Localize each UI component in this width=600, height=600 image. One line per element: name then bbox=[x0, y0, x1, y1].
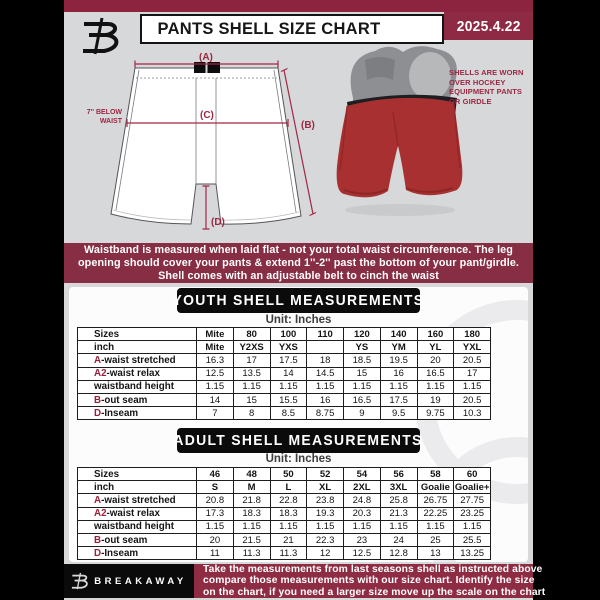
value-cell: 1.15 bbox=[197, 380, 234, 393]
value-cell: 9 bbox=[344, 407, 381, 420]
inch-header-cell: M bbox=[233, 481, 270, 494]
value-cell: 7 bbox=[197, 407, 234, 420]
row-label-prefix: D bbox=[94, 547, 102, 559]
size-header-cell: 48 bbox=[233, 468, 270, 481]
value-cell: 22.3 bbox=[307, 533, 344, 546]
row-label: B-out seam bbox=[78, 533, 197, 546]
adult-section-heading: ADULT SHELL MEASUREMENTS bbox=[177, 428, 420, 453]
value-cell: 1.15 bbox=[454, 380, 491, 393]
row-label: A-waist stretched bbox=[78, 354, 197, 367]
size-header-cell: 46 bbox=[197, 468, 234, 481]
value-cell: 1.15 bbox=[307, 520, 344, 533]
inch-header-cell: YS bbox=[344, 341, 381, 354]
row-label-prefix: A bbox=[94, 494, 102, 506]
size-header-cell: 80 bbox=[233, 328, 270, 341]
value-cell: 11.3 bbox=[270, 547, 307, 560]
value-cell: 10.3 bbox=[454, 407, 491, 420]
row-label: D-Inseam bbox=[78, 407, 197, 420]
page-title: PANTS SHELL SIZE CHART bbox=[157, 19, 381, 38]
inch-header-cell: YM bbox=[380, 341, 417, 354]
value-cell: 1.15 bbox=[197, 520, 234, 533]
inch-header-cell: 2XL bbox=[344, 481, 381, 494]
value-cell: 17 bbox=[233, 354, 270, 367]
row-label-prefix: D bbox=[94, 407, 102, 419]
value-cell: 11 bbox=[197, 547, 234, 560]
value-cell: 1.15 bbox=[270, 520, 307, 533]
row-label-prefix: A bbox=[94, 354, 102, 366]
value-cell: 17.5 bbox=[270, 354, 307, 367]
value-cell: 15 bbox=[344, 367, 381, 380]
size-header-cell: Mite bbox=[197, 328, 234, 341]
value-cell: 21.8 bbox=[233, 494, 270, 507]
size-header-cell: 180 bbox=[454, 328, 491, 341]
inch-header-cell: S bbox=[197, 481, 234, 494]
inch-header-cell: Goalie bbox=[417, 481, 454, 494]
inch-header-cell: XL bbox=[307, 481, 344, 494]
inch-header-cell: YXL bbox=[454, 341, 491, 354]
value-cell: 23 bbox=[344, 533, 381, 546]
value-cell: 15 bbox=[233, 393, 270, 406]
value-cell: 14 bbox=[270, 367, 307, 380]
row-label: D-Inseam bbox=[78, 547, 197, 560]
value-cell: 21.5 bbox=[233, 533, 270, 546]
inch-header-cell bbox=[307, 341, 344, 354]
value-cell: 22.8 bbox=[270, 494, 307, 507]
footer-instructions: Take the measurements from last seasons shell as instructed above compare those measurements with our size chart. Identify the size on the chart, if you need a larger size move up the scale on the chart bbox=[194, 564, 533, 598]
top-accent-strip bbox=[64, 0, 533, 12]
size-header-cell: 58 bbox=[417, 468, 454, 481]
page bbox=[64, 0, 546, 600]
inch-header-cell: Y2XS bbox=[233, 341, 270, 354]
row-label: inch bbox=[78, 481, 197, 494]
value-cell: 8.5 bbox=[270, 407, 307, 420]
row-label: A2-waist relax bbox=[78, 507, 197, 520]
pants-measurement-diagram bbox=[105, 53, 320, 235]
value-cell: 20.5 bbox=[454, 393, 491, 406]
value-cell: 1.15 bbox=[270, 380, 307, 393]
size-header-cell: 56 bbox=[380, 468, 417, 481]
value-cell: 20 bbox=[197, 533, 234, 546]
inch-header-cell: 3XL bbox=[380, 481, 417, 494]
value-cell: 16 bbox=[380, 367, 417, 380]
value-cell: 20.5 bbox=[454, 354, 491, 367]
date-badge bbox=[444, 12, 533, 40]
value-cell: 13.25 bbox=[454, 547, 491, 560]
size-header-cell: 60 bbox=[454, 468, 491, 481]
value-cell: 24 bbox=[380, 533, 417, 546]
value-cell: 1.15 bbox=[344, 520, 381, 533]
value-cell: 9.75 bbox=[417, 407, 454, 420]
value-cell: 14 bbox=[197, 393, 234, 406]
size-header-cell: 110 bbox=[307, 328, 344, 341]
adult-measurements-table bbox=[77, 467, 491, 560]
value-cell: 18.3 bbox=[270, 507, 307, 520]
value-cell: 1.15 bbox=[454, 520, 491, 533]
diagram-label-d: (D) bbox=[211, 217, 225, 228]
value-cell: 16.3 bbox=[197, 354, 234, 367]
waistband-notice-banner: Waistband is measured when laid flat - not your total waist circumference. The leg opening should cover your pants & extend 1''-2'' past the bottom of your pant/girdle. Shell comes with an adjustable belt to cinch the waist bbox=[64, 243, 533, 283]
size-header-cell: 54 bbox=[344, 468, 381, 481]
value-cell: 1.15 bbox=[380, 520, 417, 533]
youth-unit-label: Unit: Inches bbox=[265, 314, 332, 326]
value-cell: 20 bbox=[417, 354, 454, 367]
row-label: A2-waist relax bbox=[78, 367, 197, 380]
diagram-label-c: (C) bbox=[200, 110, 214, 121]
diagram-label-b: (B) bbox=[301, 120, 315, 131]
value-cell: 1.15 bbox=[233, 380, 270, 393]
youth-section-heading: YOUTH SHELL MEASUREMENTS bbox=[177, 288, 420, 313]
row-label: waistband height bbox=[78, 520, 197, 533]
value-cell: 25.8 bbox=[380, 494, 417, 507]
value-cell: 18.5 bbox=[344, 354, 381, 367]
value-cell: 14.5 bbox=[307, 367, 344, 380]
value-cell: 26.75 bbox=[417, 494, 454, 507]
value-cell: 11.3 bbox=[233, 547, 270, 560]
value-cell: 19.3 bbox=[307, 507, 344, 520]
value-cell: 16 bbox=[307, 393, 344, 406]
value-cell: 1.15 bbox=[233, 520, 270, 533]
value-cell: 19 bbox=[417, 393, 454, 406]
value-cell: 20.3 bbox=[344, 507, 381, 520]
value-cell: 1.15 bbox=[344, 380, 381, 393]
inch-header-cell: YXS bbox=[270, 341, 307, 354]
value-cell: 1.15 bbox=[417, 380, 454, 393]
value-cell: 1.15 bbox=[417, 520, 454, 533]
row-label: Sizes bbox=[78, 468, 197, 481]
row-label: Sizes bbox=[78, 328, 197, 341]
value-cell: 1.15 bbox=[307, 380, 344, 393]
value-cell: 15.5 bbox=[270, 393, 307, 406]
breakaway-logo-small-icon bbox=[71, 569, 89, 593]
size-header-cell: 100 bbox=[270, 328, 307, 341]
row-label-prefix: A2 bbox=[94, 508, 107, 520]
row-label-prefix: A2 bbox=[94, 368, 107, 380]
row-label-prefix: B bbox=[94, 394, 102, 406]
inch-header-cell: Mite bbox=[197, 341, 234, 354]
value-cell: 16.5 bbox=[417, 367, 454, 380]
value-cell: 17.5 bbox=[380, 393, 417, 406]
value-cell: 20.8 bbox=[197, 494, 234, 507]
value-cell: 13 bbox=[417, 547, 454, 560]
adult-unit-label: Unit: Inches bbox=[265, 453, 332, 465]
value-cell: 25.5 bbox=[454, 533, 491, 546]
value-cell: 12.8 bbox=[380, 547, 417, 560]
shell-product-photo bbox=[335, 40, 485, 220]
value-cell: 21 bbox=[270, 533, 307, 546]
value-cell: 23.25 bbox=[454, 507, 491, 520]
value-cell: 21.3 bbox=[380, 507, 417, 520]
footer-brand-box bbox=[64, 564, 194, 598]
row-label-prefix: B bbox=[94, 534, 102, 546]
inch-header-cell: YL bbox=[417, 341, 454, 354]
value-cell: 8 bbox=[233, 407, 270, 420]
footer-brand-name: BREAKAWAY bbox=[94, 575, 187, 587]
inch-header-cell: L bbox=[270, 481, 307, 494]
diagram-label-a: (A) bbox=[199, 53, 213, 63]
below-waist-note: 7'' BELOW WAIST bbox=[86, 109, 122, 125]
row-label: inch bbox=[78, 341, 197, 354]
value-cell: 22.25 bbox=[417, 507, 454, 520]
size-header-cell: 50 bbox=[270, 468, 307, 481]
value-cell: 27.75 bbox=[454, 494, 491, 507]
value-cell: 16.5 bbox=[344, 393, 381, 406]
inch-header-cell: Goalie+ bbox=[454, 481, 490, 493]
row-label: B-out seam bbox=[78, 393, 197, 406]
value-cell: 23.8 bbox=[307, 494, 344, 507]
size-header-cell: 120 bbox=[344, 328, 381, 341]
size-header-cell: 52 bbox=[307, 468, 344, 481]
value-cell: 8.75 bbox=[307, 407, 344, 420]
value-cell: 18.3 bbox=[233, 507, 270, 520]
value-cell: 13.5 bbox=[233, 367, 270, 380]
value-cell: 19.5 bbox=[380, 354, 417, 367]
row-label: A-waist stretched bbox=[78, 494, 197, 507]
shells-worn-note: SHELLS ARE WORN OVER HOCKEY EQUIPMENT PANTS OR GIRDLE bbox=[449, 68, 524, 106]
value-cell: 25 bbox=[417, 533, 454, 546]
value-cell: 17.3 bbox=[197, 507, 234, 520]
value-cell: 12.5 bbox=[197, 367, 234, 380]
size-header-cell: 160 bbox=[417, 328, 454, 341]
row-label: waistband height bbox=[78, 380, 197, 393]
value-cell: 12.5 bbox=[344, 547, 381, 560]
date-text: 2025.4.22 bbox=[456, 17, 521, 35]
value-cell: 9.5 bbox=[380, 407, 417, 420]
value-cell: 18 bbox=[307, 354, 344, 367]
value-cell: 17 bbox=[454, 367, 491, 380]
size-header-cell: 140 bbox=[380, 328, 417, 341]
value-cell: 1.15 bbox=[380, 380, 417, 393]
value-cell: 12 bbox=[307, 547, 344, 560]
youth-measurements-table bbox=[77, 327, 491, 420]
value-cell: 24.8 bbox=[344, 494, 381, 507]
